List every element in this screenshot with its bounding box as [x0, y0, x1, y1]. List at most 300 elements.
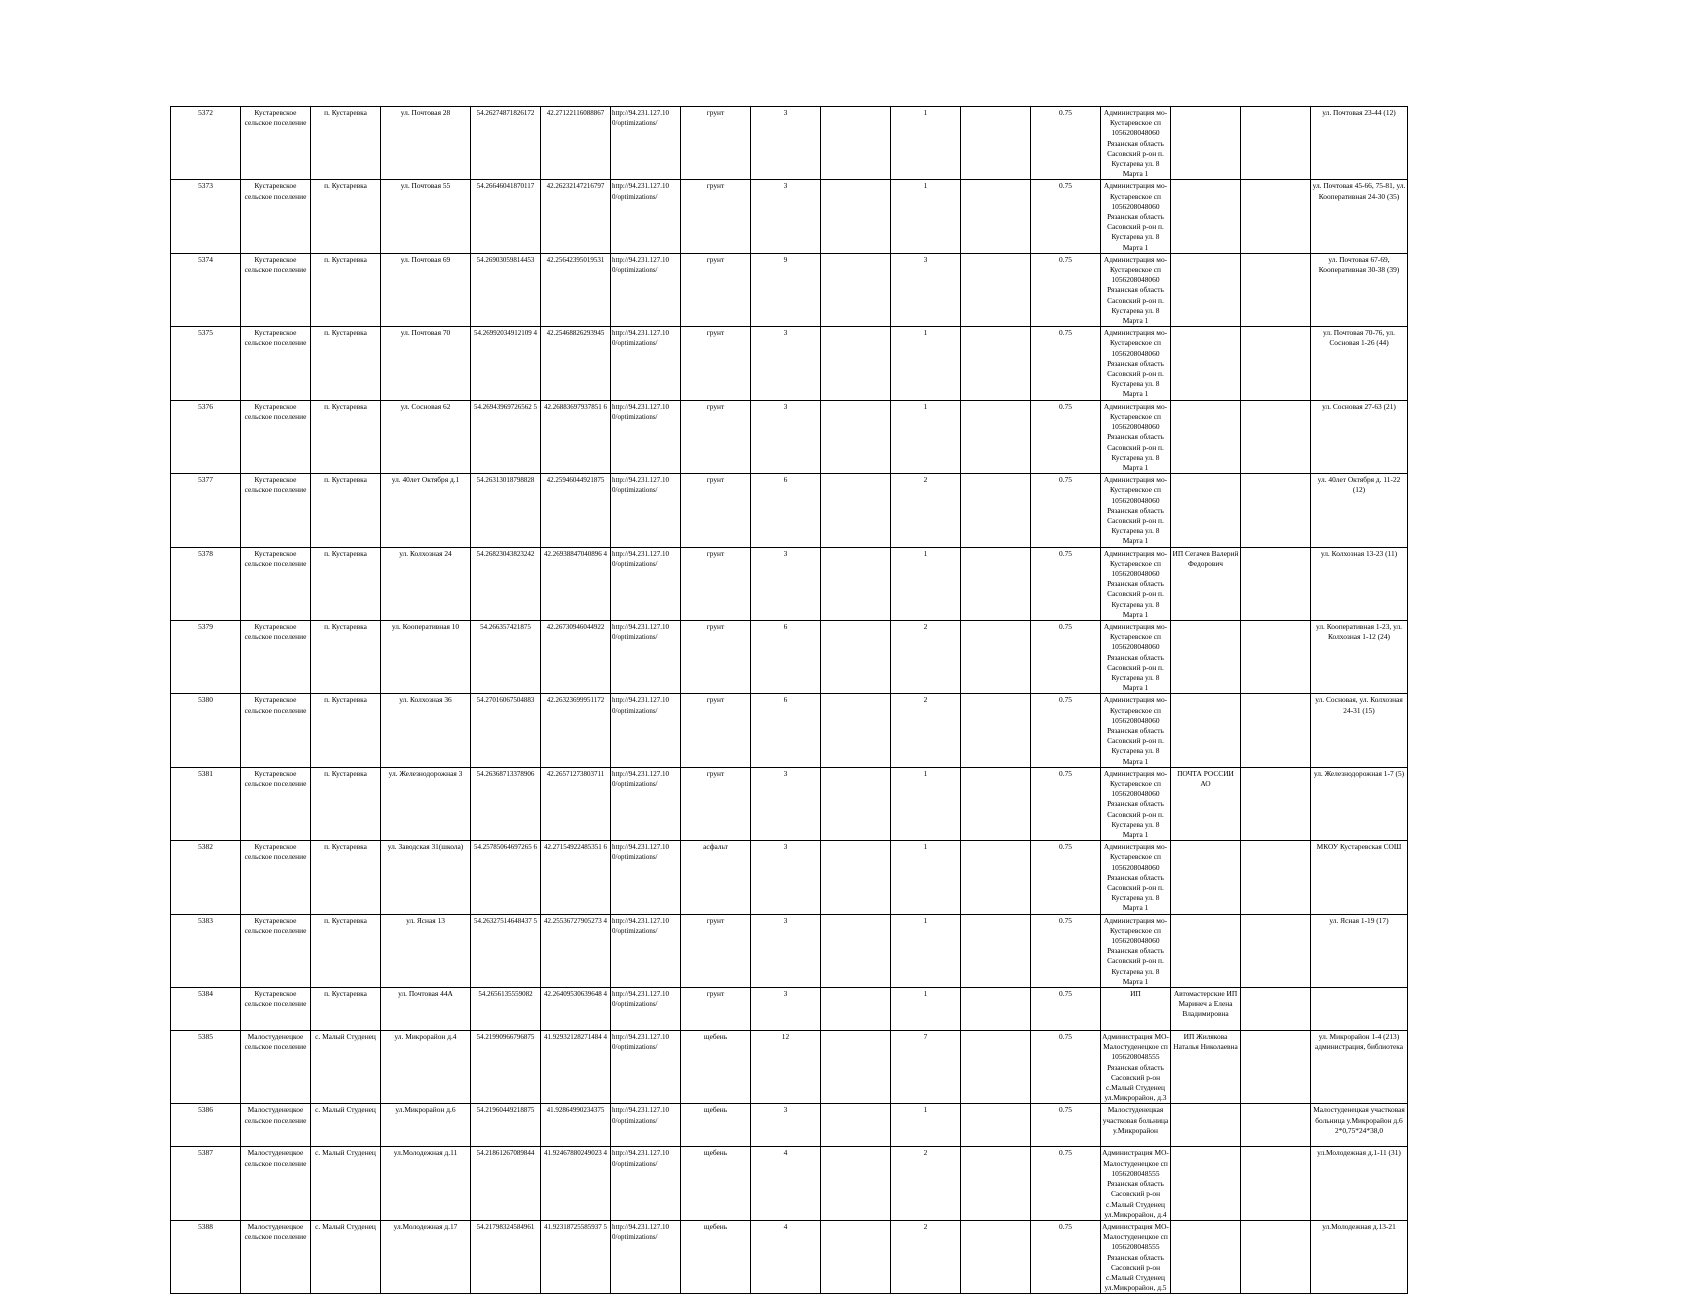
cell-url: http://94.231.127.10 0/optimizations/	[611, 547, 681, 620]
cell-served: ул. Ясная 1-19 (17)	[1311, 914, 1408, 987]
cell-c13: 0.75	[1031, 327, 1101, 400]
cell-locality: с. Малый Студенец	[311, 1031, 381, 1104]
cell-lon: 42.26571273803711	[541, 767, 611, 840]
cell-lat: 54.2656135559082	[471, 988, 541, 1031]
cell-lat: 54.21990966796875	[471, 1031, 541, 1104]
cell-c11: 1	[891, 107, 961, 180]
cell-c15	[1171, 400, 1241, 473]
cell-address: ул. Почтовая 28	[381, 107, 471, 180]
cell-surface: грунт	[681, 180, 751, 253]
cell-lat: 54.26823043823242	[471, 547, 541, 620]
cell-settlement: Кустаревское сельское поселение	[241, 253, 311, 326]
cell-served: ул. Почтовая 45-66, 75-81, ул. Кооперативная 24-30 (35)	[1311, 180, 1408, 253]
cell-owner: Администрация мо-Кустаревское сп 1056208048060 Рязанская область Сасовский р-он п. Кустарева ул. 8 Марта 1	[1101, 767, 1171, 840]
cell-surface: грунт	[681, 253, 751, 326]
table-row	[171, 180, 1408, 253]
cell-lon: 42.27154922485351 6	[541, 841, 611, 914]
cell-c11: 1	[891, 180, 961, 253]
cell-address: ул. Ясная 13	[381, 914, 471, 987]
cell-settlement: Кустаревское сельское поселение	[241, 620, 311, 693]
cell-url: http://94.231.127.10 0/optimizations/	[611, 1220, 681, 1293]
cell-served: Малостуденецкая участковая больница у.Микрорайон д.6 2*0,75*24*38,0	[1311, 1104, 1408, 1147]
cell-c9: 6	[751, 620, 821, 693]
cell-url: http://94.231.127.10 0/optimizations/	[611, 1031, 681, 1104]
cell-lat: 54.27016067504883	[471, 694, 541, 767]
cell-c11: 1	[891, 1104, 961, 1147]
cell-served: ул. Почтовая 70-76, ул. Сосновая 1-26 (44)	[1311, 327, 1408, 400]
cell-surface: грунт	[681, 694, 751, 767]
cell-c9: 3	[751, 547, 821, 620]
cell-c11: 2	[891, 694, 961, 767]
cell-settlement: Кустаревское сельское поселение	[241, 400, 311, 473]
cell-id: 5377	[171, 474, 241, 547]
cell-surface: щебень	[681, 1031, 751, 1104]
cell-served: ул. Почтовая 67-69, Кооперативная 30-38 (39)	[1311, 253, 1408, 326]
cell-c15	[1171, 914, 1241, 987]
cell-address: ул. Микрорайон д.4	[381, 1031, 471, 1104]
cell-surface: щебень	[681, 1220, 751, 1293]
cell-url: http://94.231.127.10 0/optimizations/	[611, 1147, 681, 1220]
cell-settlement: Малостуденецкое сельское поселение	[241, 1031, 311, 1104]
cell-served: ул. Железнодорожная 1-7 (5)	[1311, 767, 1408, 840]
cell-locality: п. Кустаревка	[311, 988, 381, 1031]
cell-c9: 3	[751, 1104, 821, 1147]
table-row	[171, 914, 1408, 987]
cell-settlement: Кустаревское сельское поселение	[241, 107, 311, 180]
cell-locality: п. Кустаревка	[311, 400, 381, 473]
cell-owner: Администрация мо-Кустаревское сп 1056208048060 Рязанская область Сасовский р-он п. Кустарева ул. 8 Марта 1	[1101, 547, 1171, 620]
cell-address: ул. Почтовая 69	[381, 253, 471, 326]
cell-c11: 1	[891, 767, 961, 840]
cell-c11: 1	[891, 547, 961, 620]
table-row	[171, 1104, 1408, 1147]
cell-c12	[961, 180, 1031, 253]
cell-owner: Администрация мо-Кустаревское сп 1056208048060 Рязанская область Сасовский р-он п. Кустарева ул. 8 Марта 1	[1101, 107, 1171, 180]
cell-c16	[1241, 474, 1311, 547]
cell-owner: Администрация мо-Кустаревское сп 1056208048060 Рязанская область Сасовский р-он п. Кустарева ул. 8 Марта 1	[1101, 620, 1171, 693]
cell-url: http://94.231.127.10 0/optimizations/	[611, 988, 681, 1031]
cell-surface: грунт	[681, 547, 751, 620]
cell-c9: 4	[751, 1220, 821, 1293]
cell-address: ул. Железнодорожная 3	[381, 767, 471, 840]
cell-owner: Малостуденецкая участковая больница у.Микрорайон	[1101, 1104, 1171, 1147]
cell-c16	[1241, 180, 1311, 253]
cell-c9: 3	[751, 400, 821, 473]
cell-locality: п. Кустаревка	[311, 107, 381, 180]
cell-locality: с. Малый Студенец	[311, 1104, 381, 1147]
cell-address: ул. Почтовая 44А	[381, 988, 471, 1031]
cell-c12	[961, 694, 1031, 767]
cell-c11: 1	[891, 914, 961, 987]
cell-c10	[821, 107, 891, 180]
table-row	[171, 327, 1408, 400]
cell-c10	[821, 1031, 891, 1104]
cell-lon: 42.26232147216797	[541, 180, 611, 253]
cell-c12	[961, 327, 1031, 400]
cell-c15	[1171, 474, 1241, 547]
cell-lat: 54.21798324584961	[471, 1220, 541, 1293]
cell-url: http://94.231.127.10 0/optimizations/	[611, 767, 681, 840]
cell-id: 5375	[171, 327, 241, 400]
table-row	[171, 474, 1408, 547]
cell-owner: Администрация мо-Кустаревское сп 1056208048060 Рязанская область Сасовский р-он п. Кустарева ул. 8 Марта 1	[1101, 253, 1171, 326]
cell-c16	[1241, 841, 1311, 914]
cell-c9: 12	[751, 1031, 821, 1104]
cell-served: ул. Кооперативная 1-23, ул. Колхозная 1-12 (24)	[1311, 620, 1408, 693]
cell-c15	[1171, 327, 1241, 400]
cell-c10	[821, 914, 891, 987]
cell-settlement: Кустаревское сельское поселение	[241, 841, 311, 914]
cell-surface: грунт	[681, 107, 751, 180]
cell-c16	[1241, 694, 1311, 767]
cell-lat: 54.26943969726562 5	[471, 400, 541, 473]
cell-c13: 0.75	[1031, 694, 1101, 767]
cell-id: 5372	[171, 107, 241, 180]
cell-c10	[821, 1147, 891, 1220]
cell-c12	[961, 474, 1031, 547]
cell-c15	[1171, 620, 1241, 693]
cell-settlement: Кустаревское сельское поселение	[241, 327, 311, 400]
cell-id: 5380	[171, 694, 241, 767]
cell-surface: щебень	[681, 1147, 751, 1220]
cell-lat: 54.26903059814453	[471, 253, 541, 326]
table-row	[171, 107, 1408, 180]
cell-address: ул. Почтовая 55	[381, 180, 471, 253]
cell-served: ул.Молодежная д.13-21	[1311, 1220, 1408, 1293]
cell-settlement: Кустаревское сельское поселение	[241, 547, 311, 620]
cell-c13: 0.75	[1031, 253, 1101, 326]
cell-c11: 7	[891, 1031, 961, 1104]
cell-served: ул. Микрорайон 1-4 (213) администрация, библиотека	[1311, 1031, 1408, 1104]
cell-c12	[961, 547, 1031, 620]
cell-c13: 0.75	[1031, 767, 1101, 840]
cell-c10	[821, 988, 891, 1031]
cell-c13: 0.75	[1031, 620, 1101, 693]
cell-settlement: Малостуденецкое сельское поселение	[241, 1104, 311, 1147]
cell-url: http://94.231.127.10 0/optimizations/	[611, 914, 681, 987]
cell-c16	[1241, 914, 1311, 987]
cell-c15	[1171, 1104, 1241, 1147]
cell-c16	[1241, 327, 1311, 400]
cell-owner: ИП	[1101, 988, 1171, 1031]
cell-url: http://94.231.127.10 0/optimizations/	[611, 107, 681, 180]
cell-c13: 0.75	[1031, 107, 1101, 180]
cell-served: ул. 40лет Октября д. 11-22 (12)	[1311, 474, 1408, 547]
cell-settlement: Малостуденецкое сельское поселение	[241, 1147, 311, 1220]
cell-c16	[1241, 107, 1311, 180]
cell-id: 5374	[171, 253, 241, 326]
cell-surface: щебень	[681, 1104, 751, 1147]
cell-c11: 2	[891, 1220, 961, 1293]
cell-c11: 2	[891, 1147, 961, 1220]
cell-surface: грунт	[681, 400, 751, 473]
cell-owner: Администрация мо-Кустаревское сп 1056208048060 Рязанская область Сасовский р-он п. Кустарева ул. 8 Марта 1	[1101, 841, 1171, 914]
cell-locality: с. Малый Студенец	[311, 1147, 381, 1220]
cell-c16	[1241, 253, 1311, 326]
cell-owner: Администрация МО-Малостуденецкое сп 1056208048555 Рязанская область Сасовский р-он с.Малый Студенец ул.Микрорайон, д.4	[1102, 1148, 1169, 1219]
cell-c12	[961, 1104, 1031, 1147]
cell-served: ул.Молодежная д.1-11 (31)	[1311, 1147, 1408, 1220]
cell-c11: 1	[891, 327, 961, 400]
cell-served: МКОУ Кустаревская СОШ	[1311, 841, 1408, 914]
table-row	[171, 253, 1408, 326]
cell-owner: Администрация мо-Кустаревское сп 1056208048060 Рязанская область Сасовский р-он п. Кустарева ул. 8 Марта 1	[1101, 694, 1171, 767]
cell-lon: 42.25468826293945	[541, 327, 611, 400]
cell-c15	[1171, 253, 1241, 326]
cell-c12	[961, 400, 1031, 473]
cell-locality: п. Кустаревка	[311, 327, 381, 400]
cell-lon: 42.25946044921875	[541, 474, 611, 547]
cell-c11: 1	[891, 988, 961, 1031]
cell-lon: 42.25642395019531	[541, 253, 611, 326]
cell-address: ул.Молодежная д.11	[381, 1147, 471, 1220]
cell-c13: 0.75	[1031, 180, 1101, 253]
cell-id: 5381	[171, 767, 241, 840]
cell-surface: асфальт	[681, 841, 751, 914]
cell-id: 5387	[171, 1147, 241, 1220]
table-row	[171, 988, 1408, 1031]
cell-c9: 3	[751, 107, 821, 180]
cell-c15: ПОЧТА РОССИИ АО	[1171, 767, 1241, 840]
cell-c12	[961, 988, 1031, 1031]
cell-settlement: Кустаревское сельское поселение	[241, 988, 311, 1031]
cell-url: http://94.231.127.10 0/optimizations/	[611, 620, 681, 693]
cell-owner: Администрация МО-Малостуденецкое сп 1056208048555 Рязанская область Сасовский р-он с.Малый Студенец ул.Микрорайон, д.5	[1102, 1221, 1169, 1293]
cell-lon: 42.26938847040896 4	[541, 547, 611, 620]
cell-lon: 42.26883697937851 6	[541, 400, 611, 473]
table-row	[171, 1031, 1408, 1104]
cell-url: http://94.231.127.10 0/optimizations/	[611, 841, 681, 914]
cell-lat: 54.21861267089844	[471, 1147, 541, 1220]
cell-lat: 54.25785064697265 6	[471, 841, 541, 914]
cell-surface: грунт	[681, 988, 751, 1031]
cell-id: 5379	[171, 620, 241, 693]
cell-settlement: Кустаревское сельское поселение	[241, 914, 311, 987]
cell-c9: 6	[751, 474, 821, 547]
cell-settlement: Малостуденецкое сельское поселение	[241, 1220, 311, 1293]
cell-c12	[961, 1220, 1031, 1293]
cell-c13: 0.75	[1031, 1104, 1101, 1147]
table-row	[171, 400, 1408, 473]
cell-owner: Администрация мо-Кустаревское сп 1056208048060 Рязанская область Сасовский р-он п. Кустарева ул. 8 Марта 1	[1101, 400, 1171, 473]
cell-c9: 3	[751, 841, 821, 914]
cell-c16	[1241, 1031, 1311, 1104]
cell-owner: Администрация МО-Малостуденецкое сп 1056208048555 Рязанская область Сасовский р-он с.Малый Студенец ул.Микрорайон, д.3	[1102, 1032, 1169, 1103]
cell-c15: ИП Жилякова Наталья Николаевна	[1171, 1031, 1241, 1104]
cell-c15	[1171, 841, 1241, 914]
cell-locality: с. Малый Студенец	[311, 1220, 381, 1293]
cell-c15: ИП Сегачев Валерий Федорович	[1171, 547, 1241, 620]
cell-c15	[1171, 694, 1241, 767]
cell-id: 5378	[171, 547, 241, 620]
cell-locality: п. Кустаревка	[311, 620, 381, 693]
cell-c9: 3	[751, 327, 821, 400]
cell-locality: п. Кустаревка	[311, 180, 381, 253]
cell-c15	[1171, 1147, 1241, 1220]
cell-c16	[1241, 547, 1311, 620]
cell-c11: 2	[891, 474, 961, 547]
cell-address: ул. Колхозная 24	[381, 547, 471, 620]
cell-c12	[961, 1147, 1031, 1220]
cell-address: ул. Заводская 31(школа)	[381, 841, 471, 914]
cell-lon: 42.26323699951172	[541, 694, 611, 767]
cell-served: ул. Сосновая, ул. Колхозная 24-31 (15)	[1311, 694, 1408, 767]
table-row	[171, 694, 1408, 767]
cell-c16	[1241, 988, 1311, 1031]
cell-address: ул. 40лет Октября д.1	[381, 474, 471, 547]
cell-c12	[961, 841, 1031, 914]
table-row	[171, 767, 1408, 840]
table-body	[171, 107, 1408, 1294]
table-row	[171, 1147, 1408, 1220]
cell-c10	[821, 253, 891, 326]
cell-address: ул. Колхозная 36	[381, 694, 471, 767]
cell-c9: 6	[751, 694, 821, 767]
cell-c15	[1171, 1220, 1241, 1293]
cell-lon: 41.92864990234375	[541, 1104, 611, 1147]
cell-c11: 1	[891, 841, 961, 914]
cell-lon: 42.26730946044922	[541, 620, 611, 693]
cell-c16	[1241, 767, 1311, 840]
cell-c16	[1241, 1104, 1311, 1147]
cell-c10	[821, 694, 891, 767]
cell-id: 5388	[171, 1220, 241, 1293]
cell-c9: 3	[751, 914, 821, 987]
cell-c13: 0.75	[1031, 400, 1101, 473]
cell-c13: 0.75	[1031, 841, 1101, 914]
cell-id: 5373	[171, 180, 241, 253]
cell-lon: 42.27122116088867	[541, 107, 611, 180]
cell-settlement: Кустаревское сельское поселение	[241, 180, 311, 253]
cell-lat: 54.26327514648437 5	[471, 914, 541, 987]
cell-locality: п. Кустаревка	[311, 767, 381, 840]
cell-locality: п. Кустаревка	[311, 547, 381, 620]
cell-c15	[1171, 107, 1241, 180]
cell-id: 5386	[171, 1104, 241, 1147]
cell-served: ул. Почтовая 23-44 (12)	[1311, 107, 1408, 180]
table-row	[171, 620, 1408, 693]
cell-url: http://94.231.127.10 0/optimizations/	[611, 253, 681, 326]
cell-lat: 54.266357421875	[471, 620, 541, 693]
cell-lat: 54.21960449218875	[471, 1104, 541, 1147]
cell-c12	[961, 253, 1031, 326]
cell-id: 5385	[171, 1031, 241, 1104]
cell-c12	[961, 767, 1031, 840]
cell-settlement: Кустаревское сельское поселение	[241, 474, 311, 547]
cell-c10	[821, 1220, 891, 1293]
cell-address: ул. Кооперативная 10	[381, 620, 471, 693]
cell-lat: 54.26313018798828	[471, 474, 541, 547]
cell-url: http://94.231.127.10 0/optimizations/	[611, 180, 681, 253]
cell-c10	[821, 841, 891, 914]
cell-locality: п. Кустаревка	[311, 841, 381, 914]
cell-served: ул. Колхозная 13-23 (11)	[1311, 547, 1408, 620]
cell-lon: 42.26409530639648 4	[541, 988, 611, 1031]
cell-c13: 0.75	[1031, 1031, 1101, 1104]
cell-c13: 0.75	[1031, 1220, 1101, 1293]
cell-c10	[821, 547, 891, 620]
cell-c11: 3	[891, 253, 961, 326]
cell-surface: грунт	[681, 767, 751, 840]
cell-c11: 2	[891, 620, 961, 693]
cell-served: ул. Сосновая 27-63 (21)	[1311, 400, 1408, 473]
cell-url: http://94.231.127.10 0/optimizations/	[611, 1104, 681, 1147]
cell-address: ул.Молодежная д.17	[381, 1220, 471, 1293]
cell-settlement: Кустаревское сельское поселение	[241, 694, 311, 767]
cell-c9: 3	[751, 767, 821, 840]
cell-surface: грунт	[681, 620, 751, 693]
cell-url: http://94.231.127.10 0/optimizations/	[611, 327, 681, 400]
cell-c16	[1241, 1220, 1311, 1293]
cell-c15: Автомастерские ИП Маринеч а Елена Владимировна	[1171, 988, 1241, 1031]
cell-c13: 0.75	[1031, 547, 1101, 620]
cell-lon: 41.92318725585937 5	[541, 1220, 611, 1293]
cell-c10	[821, 400, 891, 473]
table-row	[171, 547, 1408, 620]
cell-c12	[961, 107, 1031, 180]
cell-owner: Администрация мо-Кустаревское сп 1056208048060 Рязанская область Сасовский р-он п. Кустарева ул. 8 Марта 1	[1101, 180, 1171, 253]
cell-url: http://94.231.127.10 0/optimizations/	[611, 694, 681, 767]
table-row	[171, 841, 1408, 914]
cell-c13: 0.75	[1031, 914, 1101, 987]
cell-surface: грунт	[681, 474, 751, 547]
cell-locality: п. Кустаревка	[311, 914, 381, 987]
cell-locality: п. Кустаревка	[311, 694, 381, 767]
table-row	[171, 1220, 1408, 1293]
cell-c15	[1171, 180, 1241, 253]
cell-c10	[821, 327, 891, 400]
cell-lat: 54.26992034912109 4	[471, 327, 541, 400]
cell-id: 5376	[171, 400, 241, 473]
cell-address: ул. Сосновая 62	[381, 400, 471, 473]
cell-surface: грунт	[681, 914, 751, 987]
cell-c12	[961, 620, 1031, 693]
cell-url: http://94.231.127.10 0/optimizations/	[611, 474, 681, 547]
cell-c16	[1241, 620, 1311, 693]
cell-lon: 41.92932128271484 4	[541, 1031, 611, 1104]
cell-served	[1311, 988, 1408, 1031]
cell-c10	[821, 180, 891, 253]
register-table	[170, 106, 1408, 1294]
cell-lat: 54.26368713378906	[471, 767, 541, 840]
cell-lon: 42.25536727905273 4	[541, 914, 611, 987]
cell-c10	[821, 767, 891, 840]
cell-c16	[1241, 400, 1311, 473]
cell-address: ул. Почтовая 70	[381, 327, 471, 400]
cell-c10	[821, 1104, 891, 1147]
cell-locality: п. Кустаревка	[311, 253, 381, 326]
cell-c9: 3	[751, 180, 821, 253]
cell-c9: 3	[751, 988, 821, 1031]
cell-owner: Администрация мо-Кустаревское сп 1056208048060 Рязанская область Сасовский р-он п. Кустарева ул. 8 Марта 1	[1101, 914, 1171, 987]
cell-owner: Администрация мо-Кустаревское сп 1056208048060 Рязанская область Сасовский р-он п. Кустарева ул. 8 Марта 1	[1101, 474, 1171, 547]
cell-c16	[1241, 1147, 1311, 1220]
cell-c12	[961, 1031, 1031, 1104]
cell-lat: 54.26646041870117	[471, 180, 541, 253]
cell-id: 5384	[171, 988, 241, 1031]
cell-locality: п. Кустаревка	[311, 474, 381, 547]
cell-id: 5383	[171, 914, 241, 987]
cell-c13: 0.75	[1031, 1147, 1101, 1220]
cell-settlement: Кустаревское сельское поселение	[241, 767, 311, 840]
cell-c13: 0.75	[1031, 474, 1101, 547]
cell-lon: 41.92467880249023 4	[541, 1147, 611, 1220]
cell-lat: 54.26274871826172	[471, 107, 541, 180]
cell-surface: грунт	[681, 327, 751, 400]
cell-c9: 4	[751, 1147, 821, 1220]
cell-c10	[821, 620, 891, 693]
cell-c10	[821, 474, 891, 547]
